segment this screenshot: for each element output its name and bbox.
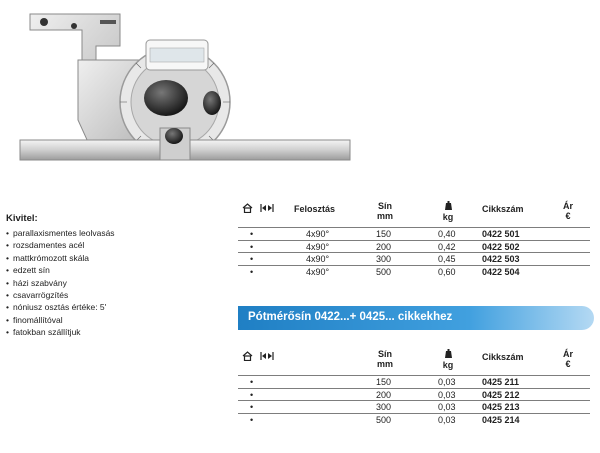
features-title: Kivitel: [6, 213, 38, 224]
product-photo-bevel-protractor [0, 0, 600, 200]
cell-article: 0422 504 [482, 266, 520, 277]
cell-rail: 300 [376, 254, 392, 264]
house-icon [242, 351, 253, 363]
weight-icon [444, 201, 453, 210]
cell-weight: 0,40 [438, 229, 456, 239]
cell-article: 0425 213 [482, 402, 520, 412]
col-division: Felosztás [294, 204, 336, 214]
feature-item: • edzett sín [6, 264, 156, 276]
cell-article: 0422 503 [482, 254, 520, 264]
cell-article: 0425 211 [482, 377, 520, 387]
cell-rail: 500 [376, 414, 392, 425]
feature-item: • nóniusz osztás értéke: 5' [6, 301, 156, 313]
feature-item: • csavarrögzítés [6, 289, 156, 301]
col-price: Ár € [562, 349, 573, 369]
table-row [238, 375, 590, 388]
table-row [238, 413, 590, 426]
cell-rail: 150 [376, 377, 392, 387]
section-header-bar [238, 306, 594, 330]
features-list [6, 213, 156, 339]
cell-division: 4x90° [306, 254, 330, 264]
col-article: Cikkszám [482, 204, 524, 214]
width-arrows-icon [260, 351, 274, 363]
cell-weight: 0,03 [438, 377, 456, 387]
cell-division: 4x90° [306, 266, 330, 277]
cell-weight: 0,03 [438, 389, 456, 400]
availability-bullet: • [250, 377, 254, 387]
feature-item: • rozsdamentes acél [6, 239, 156, 251]
feature-item: • parallaxismentes leolvasás [6, 227, 156, 239]
cell-division: 4x90° [306, 241, 330, 252]
table-row [238, 227, 590, 240]
house-icon [242, 203, 253, 215]
feature-item: • mattkrómozott skála [6, 252, 156, 264]
feature-item: • házi szabvány [6, 277, 156, 289]
col-price: Ár € [562, 201, 573, 221]
col-article: Cikkszám [482, 352, 524, 362]
availability-bullet: • [250, 254, 254, 264]
protractor-table [238, 201, 590, 277]
feature-item: • finomállítóval [6, 314, 156, 326]
cell-weight: 0,03 [438, 402, 456, 412]
section-title: Pótmérősín 0422...+ 0425... cikkekhez [248, 311, 453, 323]
cell-weight: 0,60 [438, 266, 456, 277]
cell-article: 0422 501 [482, 229, 520, 239]
cell-weight: 0,45 [438, 254, 456, 264]
availability-bullet: • [250, 266, 254, 277]
cell-article: 0425 212 [482, 389, 520, 400]
availability-bullet: • [250, 414, 254, 425]
availability-bullet: • [250, 402, 254, 412]
table-row [238, 252, 590, 265]
availability-bullet: • [250, 389, 254, 400]
cell-rail: 300 [376, 402, 392, 412]
feature-item: • fatokban szállítjuk [6, 326, 156, 338]
col-rail: Sín mm [376, 201, 393, 221]
col-weight: kg [438, 201, 458, 222]
table-row [238, 388, 590, 401]
availability-bullet: • [250, 229, 254, 239]
table-row [238, 265, 590, 278]
rail-table [238, 349, 590, 425]
cell-rail: 200 [376, 241, 392, 252]
availability-bullet: • [250, 241, 254, 252]
cell-division: 4x90° [306, 229, 330, 239]
weight-icon [444, 349, 453, 358]
cell-article: 0425 214 [482, 414, 520, 425]
table-header [238, 349, 590, 375]
cell-rail: 500 [376, 266, 392, 277]
cell-weight: 0,03 [438, 414, 456, 425]
col-weight: kg [438, 349, 458, 370]
cell-article: 0422 502 [482, 241, 520, 252]
cell-rail: 200 [376, 389, 392, 400]
cell-rail: 150 [376, 229, 392, 239]
col-rail: Sín mm [376, 349, 393, 369]
table-row [238, 400, 590, 413]
table-header [238, 201, 590, 227]
width-arrows-icon [260, 203, 274, 215]
table-row [238, 240, 590, 253]
cell-weight: 0,42 [438, 241, 456, 252]
